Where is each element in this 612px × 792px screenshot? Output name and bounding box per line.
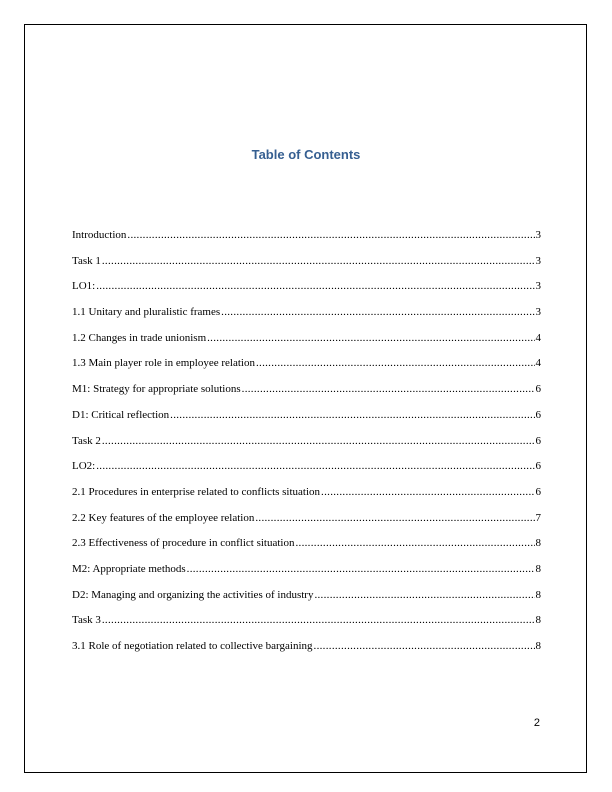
toc-title: Table of Contents xyxy=(251,147,361,162)
toc-entry-page: 8 xyxy=(535,588,541,601)
toc-entry-page: 6 xyxy=(535,485,541,498)
toc-entry-label: Introduction xyxy=(72,229,127,241)
toc-entry-label: M1: Strategy for appropriate solutions xyxy=(72,383,241,396)
toc-leader-dots xyxy=(314,589,534,601)
toc-entry[interactable] xyxy=(72,486,541,512)
toc-entry-page: 3 xyxy=(535,229,541,241)
toc-list xyxy=(72,229,541,666)
toc-entry-page: 4 xyxy=(535,357,541,370)
toc-entry-page: 3 xyxy=(535,254,541,267)
toc-entry-label: 2.2 Key features of the employee relation xyxy=(72,511,255,524)
toc-entry[interactable] xyxy=(72,614,541,640)
toc-entry[interactable] xyxy=(72,332,541,358)
toc-entry-label: 1.1 Unitary and pluralistic frames xyxy=(72,306,221,319)
toc-entry-label: Task 2 xyxy=(72,434,101,447)
toc-leader-dots xyxy=(170,409,534,421)
toc-entry[interactable] xyxy=(72,357,541,383)
toc-entry[interactable] xyxy=(72,640,541,666)
toc-entry[interactable] xyxy=(72,512,541,538)
toc-entry-page: 6 xyxy=(535,460,541,473)
toc-entry-page: 6 xyxy=(535,383,541,396)
toc-entry-label: Task 1 xyxy=(72,254,101,267)
toc-entry-page: 3 xyxy=(535,280,541,293)
toc-entry-label: 2.1 Procedures in enterprise related to conflicts situation xyxy=(72,485,321,498)
toc-entry-page: 6 xyxy=(535,434,541,447)
toc-entry-label: LO2: xyxy=(72,460,96,473)
toc-leader-dots xyxy=(255,512,534,524)
toc-entry-page: 8 xyxy=(535,640,541,652)
toc-entry[interactable] xyxy=(72,229,541,255)
toc-entry-page: 8 xyxy=(535,537,541,550)
toc-leader-dots xyxy=(256,357,535,369)
toc-entry-label: Task 3 xyxy=(72,614,101,627)
toc-leader-dots xyxy=(96,460,534,472)
toc-leader-dots xyxy=(102,435,535,447)
page-number: 2 xyxy=(533,717,540,729)
toc-entry[interactable] xyxy=(72,280,541,306)
toc-entry-label: D1: Critical reflection xyxy=(72,408,170,421)
toc-entry-label: 3.1 Role of negotiation related to collective bargaining xyxy=(72,640,313,652)
toc-entry-page: 8 xyxy=(535,614,541,627)
toc-leader-dots xyxy=(102,614,535,626)
toc-entry-page: 3 xyxy=(535,306,541,319)
toc-entry[interactable] xyxy=(72,435,541,461)
toc-entry[interactable] xyxy=(72,383,541,409)
toc-entry[interactable] xyxy=(72,255,541,281)
toc-entry-label: D2: Managing and organizing the activities of industry xyxy=(72,588,314,601)
toc-leader-dots xyxy=(187,563,535,575)
toc-entry[interactable] xyxy=(72,589,541,615)
toc-leader-dots xyxy=(242,383,535,395)
toc-entry-page: 7 xyxy=(535,511,541,524)
toc-leader-dots xyxy=(221,306,534,318)
toc-entry[interactable] xyxy=(72,563,541,589)
toc-leader-dots xyxy=(314,640,535,652)
toc-leader-dots xyxy=(321,486,534,498)
toc-entry-page: 6 xyxy=(535,408,541,421)
toc-entry-label: M2: Appropriate methods xyxy=(72,562,186,575)
toc-entry-label: 2.3 Effectiveness of procedure in conflict situation xyxy=(72,537,295,550)
toc-leader-dots xyxy=(127,229,534,241)
toc-leader-dots xyxy=(207,332,534,344)
toc-entry[interactable] xyxy=(72,409,541,435)
toc-entry-label: 1.3 Main player role in employee relation xyxy=(72,357,255,370)
toc-entry[interactable] xyxy=(72,306,541,332)
toc-leader-dots xyxy=(295,537,534,549)
toc-entry[interactable] xyxy=(72,460,541,486)
toc-entry[interactable] xyxy=(72,537,541,563)
toc-leader-dots xyxy=(96,280,534,292)
toc-entry-label: LO1: xyxy=(72,280,96,293)
toc-entry-page: 4 xyxy=(535,331,541,344)
toc-entry-page: 8 xyxy=(535,562,541,575)
toc-entry-label: 1.2 Changes in trade unionism xyxy=(72,331,207,344)
toc-leader-dots xyxy=(102,255,535,267)
